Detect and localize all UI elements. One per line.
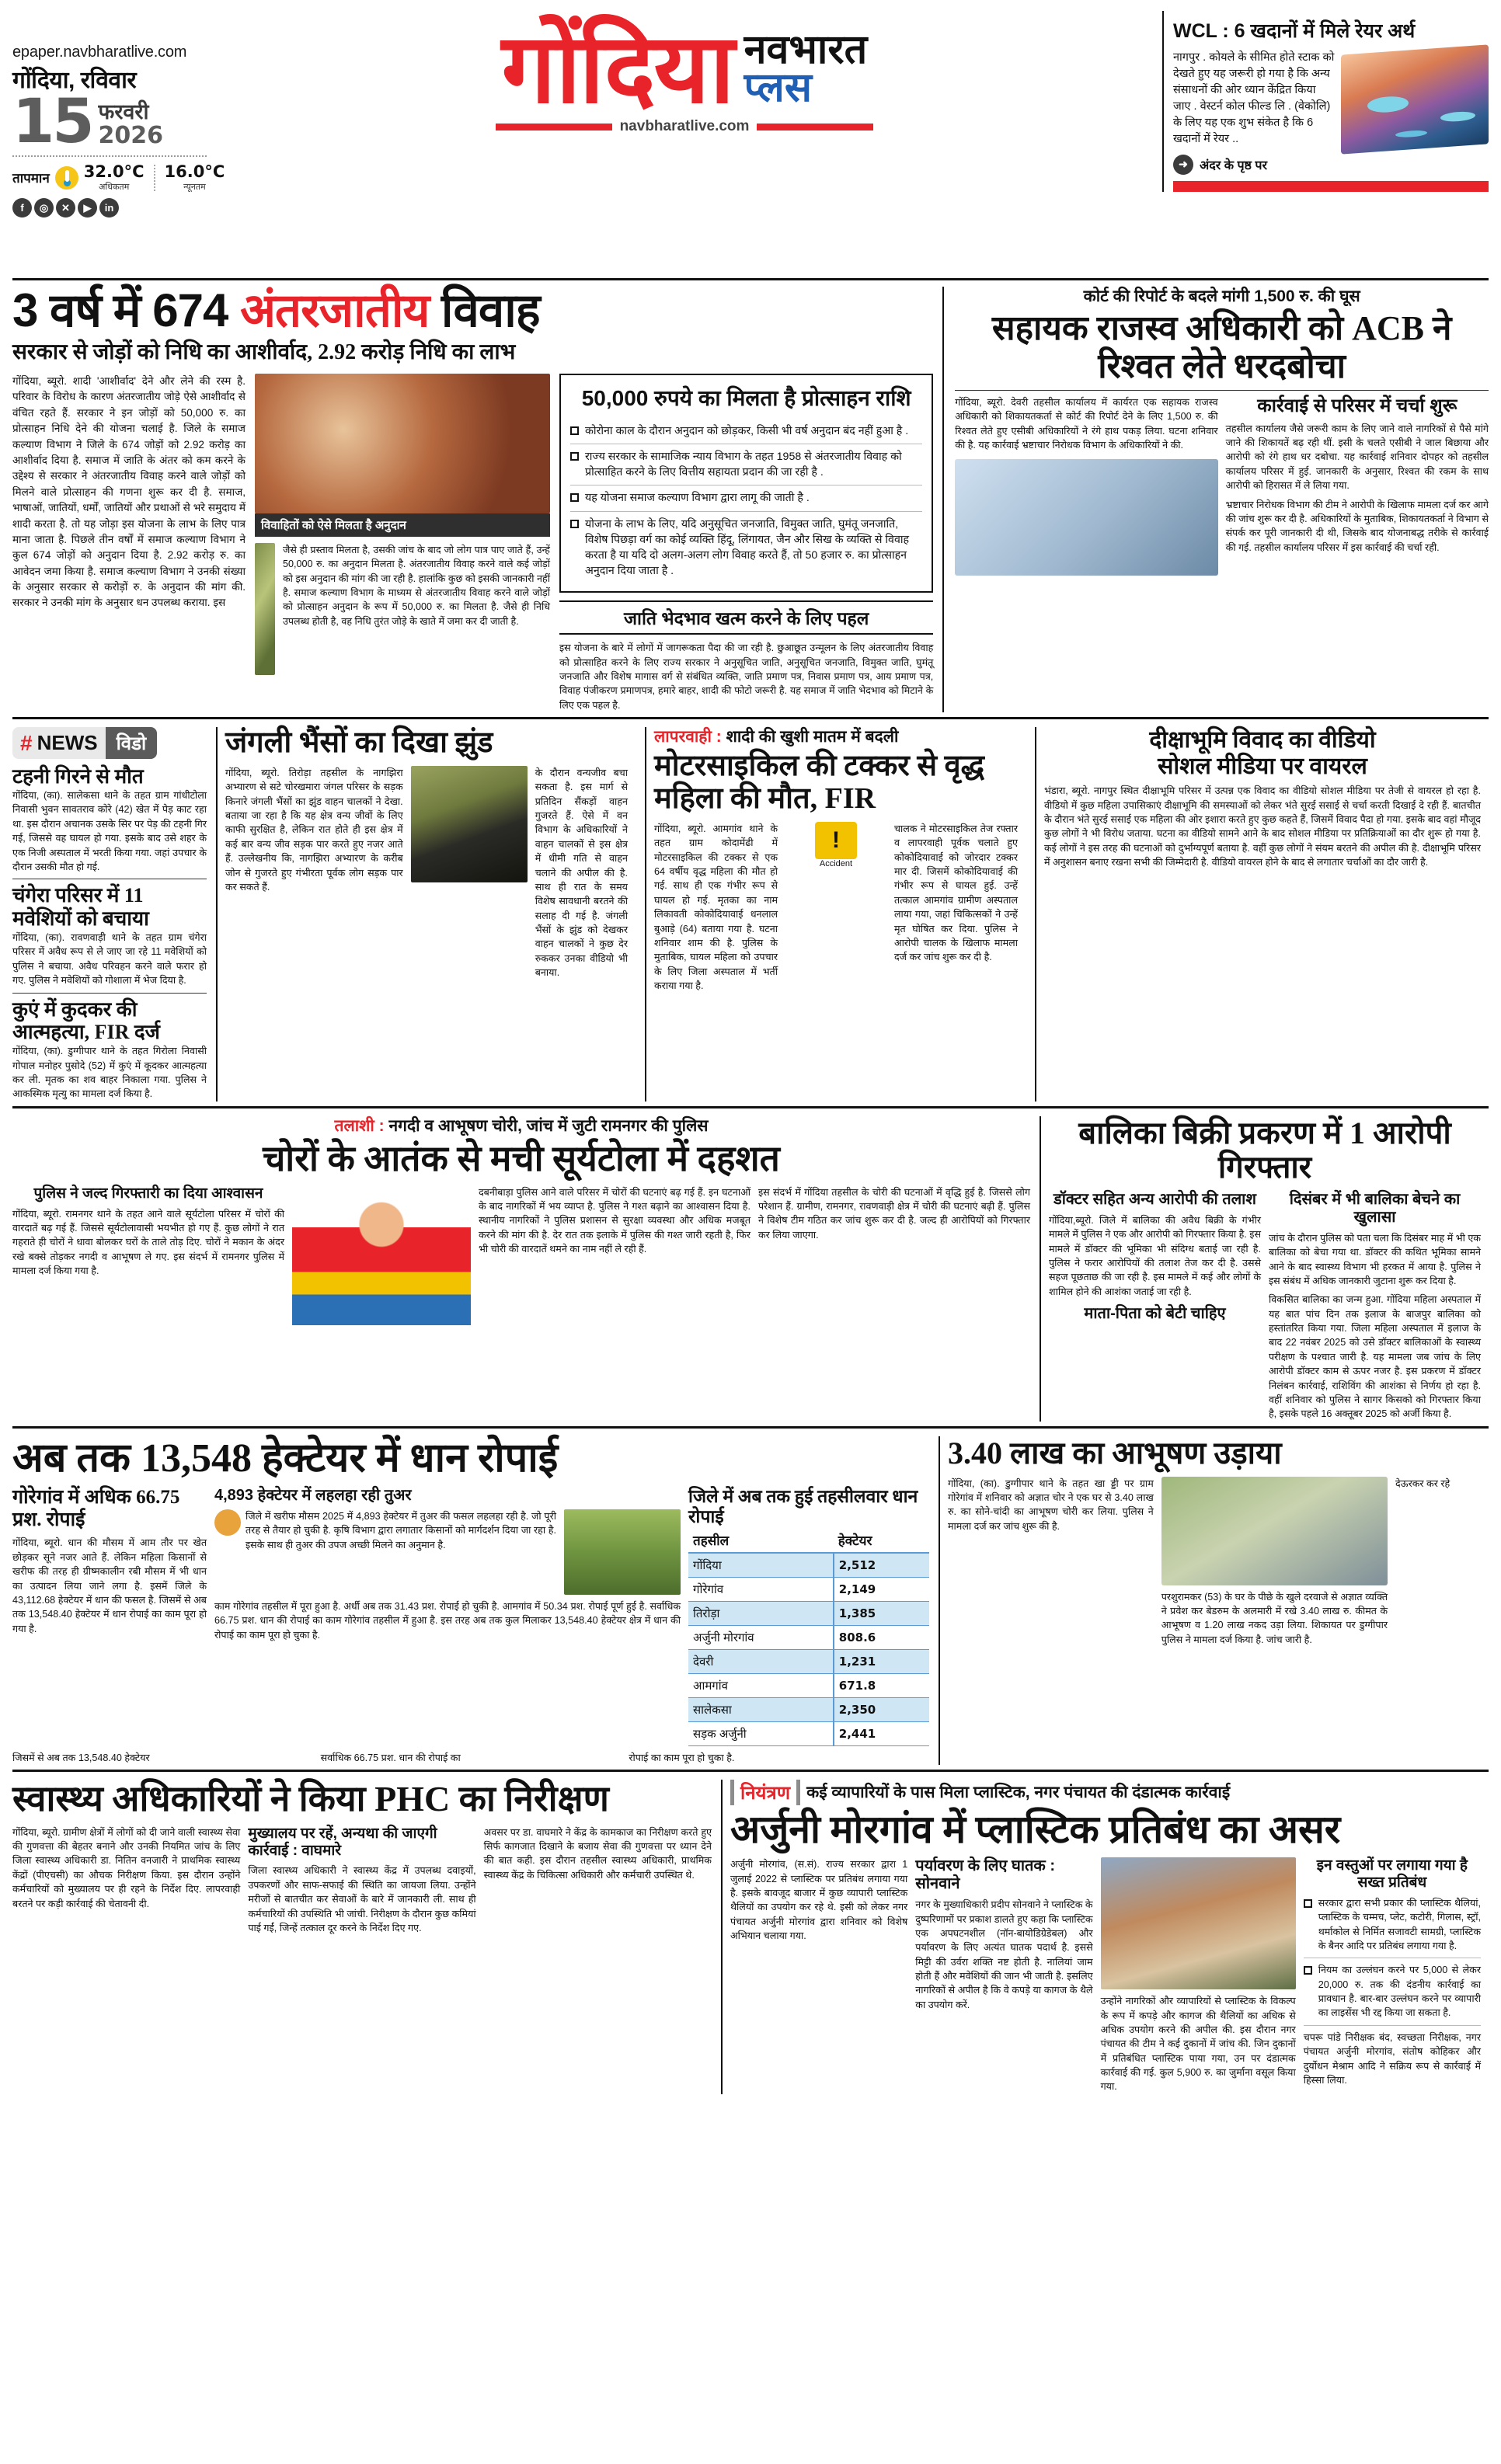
hash-icon: # — [20, 730, 33, 755]
plastic-box-item — [1304, 1892, 1481, 1959]
paddy-footer-3: रोपाई का काम पूरा हो चुका है. — [629, 1752, 735, 1763]
lead-column-1 — [12, 374, 246, 712]
burglar-cartoon-illustration — [1161, 1477, 1388, 1585]
paddy-headline: अब तक 13,548 हेक्टेयर में धान रोपाई — [12, 1436, 559, 1481]
acb-rule — [955, 390, 1489, 391]
epaper-url[interactable]: epaper.navbharatlive.com — [12, 44, 187, 61]
fact-item — [570, 512, 922, 584]
checkbox-icon — [570, 452, 579, 461]
plastic-kicker: कई व्यापारियों के पास मिला प्लास्टिक, नगर पंचायत की दंडात्मक कार्रवाई — [806, 1783, 1231, 1801]
lead-body-2: जैसे ही प्रस्ताव मिलता है, उसकी जांच के बाद जो लोग पात्र पाए जाते हैं, उन्हें 50,000 रु. का अनुदान मिलता है. अंतरजातीय विवाह करने वाले कई जोड़ों को इस अनुदान की मांग की जा रही है. हालांकि कुछ को इसकी जानकारी नहीं है. समाज कल्याण विभाग के माध्यम से अंतरजातीय विवाह करने वाले जोड़ों को प्रोत्साहन अनुदान के रूप में 50,000 रु. का मिलता है. जैसे ही निधि उपलब्ध होती है, वह निधि तुरंत जोड़े के खाते में जमा कर दी जाती है. — [282, 544, 550, 627]
girl-case-sub-2: दिसंबर में भी बालिका बेचने का खुलासा — [1289, 1190, 1461, 1226]
diksha-kicker: दीक्षाभूमि विवाद का वीडियो — [1149, 727, 1376, 753]
acb-column-1 — [955, 395, 1217, 576]
search-body-3: इस संदर्भ में गोंदिया तहसील के चोरी की घटनाओं में वृद्धि हुई है. जिससे लोग परेशान हैं. ग्रामीण, रामनगर, रावणवाड़ी क्षेत्र में चोरी की घटनाएं बढ़ी हैं. पुलिस ने विशेष टीम गठित कर जांच शुरू कर दी है. जल्द ही आरोपियों को गिरफ्तार कर लिया जाएगा. — [758, 1186, 1030, 1241]
lead-headline-highlight: अंतरजातीय — [240, 284, 430, 336]
plastic-body-3: उन्होंने नागरिकों और व्यापारियों से प्लास्टिक के विकल्प के रूप में कपड़े और कागज की थैलियों का अधिक से अधिक उपयोग करने की अपील की. इस दौरान नगर पंचायत की टीम ने कई दुकानों में जांच की. जिन दुकानों में प्रतिबंधित प्लास्टिक पाया गया, उन पर दंडात्मक कार्रवाई की गई. कुल 5,900 रु. का जुर्माना वसूल किया गया. — [1100, 1996, 1296, 2093]
promo-headline: WCL : 6 खदानों में मिले रेयर अर्थ — [1173, 20, 1416, 42]
cell-tehsil: आमगांव — [688, 1673, 834, 1697]
search-column-3 — [758, 1185, 1030, 1325]
temperature-widget — [12, 162, 225, 193]
date-month: फरवरी — [98, 100, 149, 124]
table-row — [688, 1649, 929, 1673]
lead-headline-part2: विवाह — [429, 284, 540, 336]
date-day: 15 — [12, 87, 92, 157]
cell-hectare: 1,385 — [834, 1601, 929, 1625]
acb-illustration — [955, 459, 1217, 576]
warning-triangle-icon — [815, 822, 857, 859]
temperature-min: 16.0°C — [164, 162, 225, 182]
buffalo-story — [216, 727, 636, 1101]
masthead — [12, 11, 1489, 273]
paddy-table — [688, 1528, 929, 1746]
red-accent-bar — [1173, 181, 1489, 192]
fact-text: कोरोना काल के दौरान अनुदान को छोड़कर, किसी भी वर्ष अनुदान बंद नहीं हुआ है . — [585, 424, 909, 437]
checkbox-icon — [570, 426, 579, 435]
paddy-footer-1: जिसमें से अब तक 13,548.40 हेक्टेयर — [12, 1752, 150, 1763]
news-video-badge[interactable] — [12, 727, 157, 759]
jewel-body-1: गोंदिया, (का). डुग्गीपार थाने के तहत खा ड्डी पर ग्राम गोरेगांव में शनिवार को अज्ञात चोर ने एक घर से 3.40 लाख रु. का सोने-चांदी का आभूषण चोरी कर लिया. पुलिस ने मामला दर्ज कर जांच शुरू की है. — [948, 1477, 1154, 1532]
lead-section-title: जाति भेदभाव खत्म करने के लिए पहल — [559, 600, 933, 635]
cell-hectare: 1,231 — [834, 1649, 929, 1673]
phc-column-1 — [12, 1825, 240, 1936]
brief-body-1: गोंदिया, (का). सालेकसा थाने के तहत ग्राम गांधीटोला निवासी भुवन सावतराव कोरे (42) खेत में पेड़ काट रहा था. इस दौरान अचानक उसके सिर पर पेड़ की टहनी गिर गई, जिससे वह घायल हो गया. इसके बाद उसे शहर के एक निजी अस्पताल में भरती किया गया. जहां उपचार के दौरान उसकी मौत हो गई. — [12, 790, 207, 872]
fact-box — [559, 374, 933, 593]
accident-kicker-tag: लापरवाही : — [654, 728, 722, 747]
jewel-body-3: देऊरकर कर रहे — [1395, 1477, 1451, 1489]
accident-sign-caption: Accident — [819, 858, 853, 868]
acb-body-2: तहसील कार्यालय जैसे जरूरी काम के लिए जाने वाले नागरिकों से पैसे मांगे जाने की शिकायतें बढ़ रही थीं. इसी के चलते एसीबी ने जाल बिछाया और आरोपी को रंगे हाथ धर दबोचा. यह कार्रवाई शनिवार दोपहर को तहसील कार्यालय परिसर में हुई. जानकारी के अनुसार, रिश्वत की रकम के साथ आरोपी को हिरासत में ले लिया गया. — [1225, 423, 1489, 492]
cell-hectare: 2,512 — [834, 1553, 929, 1578]
date-year: 2026 — [98, 122, 164, 150]
thief-cartoon-illustration — [292, 1185, 471, 1325]
plastic-box-title: इन वस्तुओं पर लगाया गया है सख्त प्रतिबंध — [1316, 1857, 1468, 1891]
paddy-sub-left: गोरेगांव में अधिक 66.75 प्रश. रोपाई — [12, 1486, 180, 1530]
accident-body-1: गोंदिया, ब्यूरो. आमगांव थाने के तहत ग्राम कोदामेंढी में मोटरसाइकिल की टक्कर से एक 64 वर्षीय वृद्ध महिला की मौत हो गई. साथ ही एक गंभीर रूप से घायल हो गई. मृतका का नाम लिकावती कोकोदियावाई धनलाल बुआड़े (64) बताया गया है. घटना शनिवार शाम की है. पुलिस के मुताबिक, घायल महिला को उपचार के लिए जिला अस्पताल में भर्ती कराया गया है. — [654, 823, 778, 992]
phc-story — [12, 1780, 712, 2094]
x-twitter-icon[interactable]: ✕ — [56, 198, 75, 218]
paddy-body-1: गोंदिया, ब्यूरो. धान की मौसम में आम तौर पर खेत छोड़कर सूने नजर आते हैं. लेकिन महिला किसानों से खरीफ की तरह ही ग्रीष्मकालीन रबी मौसम में भी धान का उत्पादन लिया जाने लगा है. इसमें जिले के 43,112.68 हेक्टेयर में धान की फसल है. जिसमें से अब तक 13,548.40 हेक्टेयर में धान रोपाई का काम पूरा हो गया है. — [12, 1537, 207, 1634]
phc-body-1: गोंदिया, ब्यूरो. ग्रामीण क्षेत्रों में लोगों को दी जाने वाली स्वास्थ्य सेवा की गुणवत्ता की बेहतर बनाने और उनकी नियमित जांच के लिए जिला स्वास्थ्य अधिकारी डा. नितिन वनजारी ने प्राथमिक स्वास्थ्य केंद्रों (पीएचसी) का औचक निरीक्षण किया. इस दौरान उन्होंने कर्मचारियों को मुख्यालय पर ही रहने के निर्देश दिए. लापरवाही बरतने पर कड़ी कार्रवाई की चेतावनी दी. — [12, 1826, 241, 1909]
paddy-body-2: जिले में खरीफ मौसम 2025 में 4,893 हेक्टेयर में तुअर की फसल लहलहा रही है. जो पूरी तरह से तैयार हो चुकी है. कृषि विभाग द्वारा लगातार किसानों को मार्गदर्शन दिया जा रहा है. इसके साथ ही तुअर की उपज अच्छी मिलने का अनुमान है. — [246, 1510, 556, 1550]
date-block — [12, 87, 207, 157]
photo-caption-bar: विवाहितों को ऐसे मिलता है अनुदान — [255, 513, 550, 537]
logo-rule-left — [496, 124, 612, 131]
cell-tehsil: सड़क अर्जुनी — [688, 1721, 834, 1745]
plastic-story — [721, 1780, 1489, 2094]
temperature-label: तापमान — [12, 171, 50, 186]
plastic-headline: अर्जुनी मोरगांव में प्लास्टिक प्रतिबंध का असर — [730, 1808, 1341, 1852]
promo-inside-link[interactable] — [1173, 155, 1489, 175]
phc-body-2: जिला स्वास्थ्य अधिकारी ने स्वास्थ्य केंद्र में उपलब्ध दवाइयों, उपकरणों और साफ-सफाई की स्थिति का जायजा लिया. उन्होंने मरीजों से बातचीत कर सेवाओं के बारे में जानकारी ली. साथ ही कर्मचारियों की उपस्थिति भी जांची. निरीक्षण के दौरान कुछ कमियां पाई गईं, जिन्हें तत्काल दूर करने के निर्देश दिए गए. — [248, 1865, 476, 1933]
fact-text: राज्य सरकार के सामाजिक न्याय विभाग के तहत 1958 से अंतरजातीय विवाह को प्रोत्साहित करने के लिए वित्तीय सहायता प्रदान की जा रही है . — [585, 451, 902, 479]
table-header-hectare: हेक्टेयर — [834, 1528, 929, 1553]
jewel-column-3 — [1395, 1477, 1481, 1648]
briefs-column — [12, 727, 207, 1101]
jewel-body-2: परशुरामकर (53) के घर के पीछे के खुले दरवाजे से अज्ञात व्यक्ति ने प्रवेश कर बेडरुम के अलमारी में रखे 3.40 लाख रु. कीमत के आभूषण व 1.20 लाख नकद उड़ा लिया. शिकायत पर डुग्गीपार पुलिस ने मामला दर्ज किया है. जांच जारी है. — [1161, 1591, 1388, 1645]
logo-rule-right — [757, 124, 873, 131]
buffalo-photo-wrap — [411, 766, 528, 980]
promo-box[interactable] — [1162, 11, 1489, 192]
fourth-band-rule — [12, 1770, 1489, 1772]
news-label: NEWS — [37, 731, 98, 755]
acb-column-2 — [1226, 395, 1489, 576]
accident-column-1 — [654, 822, 778, 994]
phc-sub: मुख्यालय पर रहें, अन्यथा की जाएगी कार्रवाई : वाघमारे — [248, 1825, 437, 1859]
jewel-story — [939, 1436, 1489, 1765]
lead-body-1: गोंदिया, ब्यूरो. शादी 'आशीर्वाद' देने और लेने की रस्म है. परिवार के विरोध के कारण अंतरजातीय जोड़े ऐसे आशीर्वाद से वंचित रहते हैं. सरकार ने इन जोड़ों को 50,000 रु. का प्रोत्साहन निधि देने की योजना चलाई है. जिले के समाज कल्याण विभाग ने जिले के 674 जोड़ों को 2.92 करोड़ का आशीर्वाद दिया है. समाज में जाति के अंतर को कम करने के उद्देश्य से सरकार ने अंतरजातीय विवाह करने वाले जोड़ों को मिलने वाले प्रोत्साहन की गणना शुरू कर दी है. समाज, भाषाओं, जातियों, धर्मों, जातियों और प्रथाओं से भरे समुदाय में शादी करता है. तो यह जोड़ा इस योजना के लाभ के लिए पात्र माना जाता है. पिछले तीन वर्षों में समाज कल्याण विभाग ने कुल 674 जोड़ों को अनुदान दिया है. 2.92 करोड़ रु. का आवेदन जमा किया है. समाज कल्याण विभाग ने उनकी संख्या के अनुसार सरकार से करोड़ों रु. के अनुदान की मांग की. सरकार ने उनकी मांग के अनुसार धन उपलब्ध कराया. इस — [12, 374, 246, 609]
fact-text: यह योजना समाज कल्याण विभाग द्वारा लागू की जाती है . — [585, 492, 810, 505]
paddy-table-title: जिले में अब तक हुई तहसीलवार धान रोपाई — [688, 1486, 918, 1527]
fact-item — [570, 419, 922, 444]
wedding-hands-photo — [255, 374, 550, 513]
plastic-sub: पर्यावरण के लिए घातक : सोनवाने — [915, 1857, 1056, 1893]
plastic-drive-photo — [1101, 1857, 1296, 1989]
cell-hectare: 2,149 — [834, 1577, 929, 1601]
plastic-kicker-row — [730, 1780, 1230, 1805]
acb-body-1: गोंदिया, ब्यूरो. देवरी तहसील कार्यालय में कार्यरत एक सहायक राजस्व अधिकारी को शिकायतकर्ता से कोर्ट की रिपोर्ट देने के लिए 1,500 रु. की रिश्वत लेते हुए एसीबी अधिकारियों ने रंगे हाथ पकड़ लिया. घटना शनिवार की है. यह कार्रवाई भ्रष्टाचार निरोधक विभाग के अधिकारियों ने की. — [955, 397, 1218, 451]
acb-subheadline: कार्रवाई से परिसर में चर्चा शुरू — [1257, 395, 1457, 417]
accident-kicker — [654, 727, 1018, 747]
linkedin-icon[interactable]: in — [99, 198, 119, 218]
cell-hectare: 2,350 — [834, 1697, 929, 1721]
checkbox-icon — [570, 493, 579, 502]
fact-item — [570, 485, 922, 511]
accident-body-2: चालक ने मोटरसाइकिल तेज रफ्तार व लापरवाही पूर्वक चलाते हुए कोकोदियावाई को जोरदार टक्कर मार दी. जिसमें कोकोदियावाई की गंभीर रूप से घायल हुई. उन्हें तत्काल आमगांव ग्रामीण अस्पताल लाया गया, जहां चिकित्सकों ने उन्हें मृत घोषित कर दिया. पुलिस ने आरोपी चालक के खिलाफ मामला दर्ज कर जांच शुरू कर दी है. — [894, 823, 1018, 963]
table-header-tehsil: तहसील — [688, 1528, 834, 1553]
search-kicker-text: नगदी व आभूषण चोरी, जांच में जुटी रामनगर की पुलिस — [384, 1116, 709, 1135]
plastic-tag: नियंत्रण — [730, 1780, 800, 1805]
third-band-rule — [12, 1426, 1489, 1429]
table-row — [688, 1577, 929, 1601]
cell-tehsil: गोंदिया — [688, 1553, 834, 1578]
cell-tehsil: अर्जुनी मोरगांव — [688, 1625, 834, 1649]
thermometer-icon — [55, 166, 78, 190]
lead-bottom-rule — [12, 717, 1489, 719]
acb-story — [955, 287, 1489, 712]
buffalo-body-2: के दौरान वन्यजीव बचा सकता है. इस मार्ग से प्रतिदिन सैंकड़ों वाहन गुजरते हैं. ऐसे में वन विभाग के अधिकारियों ने वाहन चालकों से इस क्षेत्र में धीमी गति से वाहन चलाने की अपील की है. साथ ही रात के समय विशेष सावधानी बरतने की सलाह दी गई है. जंगली भैंसों के झुंड को देखकर वाहन चालकों ने कुछ देर रुककर उनका वीडियो भी बनाया. — [535, 767, 628, 979]
social-links[interactable] — [12, 198, 207, 218]
buffalo-body-1: गोंदिया, ब्यूरो. तिरोड़ा तहसील के नागझिरा अभ्यारण से सटे चोरखमारा जंगल परिसर के सड़क किनारे जंगली भैंसों का झुंड वाहन चालकों ने देखा. बताया जा रहा है कि यह क्षेत्र वन्य जीवों के लिए काफी सुरक्षित है, लेकिन रात होते ही इस क्षेत्र में कई बार वन्य जीव सड़क पार करते हुए नजर आते हैं. उल्लेखनीय कि, नागझिरा अभ्यारण के करीब जोन से गुजरते हुए गंभीरता पूर्वक लोग सड़क पार कर सकते हैं. — [225, 767, 403, 893]
lead-story — [12, 284, 944, 712]
accident-headline: मोटरसाइकिल की टक्कर से वृद्ध महिला की मौत, FIR — [654, 750, 985, 816]
search-story — [12, 1116, 1030, 1422]
phc-body-3: अवसर पर डा. वाघमारे ने केंद्र के कामकाज का निरीक्षण करते हुए सिर्फ कागजात दिखाने के बजाय सेवा की गुणवत्ता पर ध्यान देने की बात कही. इस दौरान तहसील स्वास्थ्य अधिकारी, प्राथमिक स्वास्थ्य केंद्र के चिकित्सा अधिकारी और कर्मचारी उपस्थित थे. — [483, 1826, 712, 1881]
promo-body: नागपुर . कोयले के सीमित होते स्टाक को देखते हुए यह जरूरी हो गया है कि अन्य संसाधनों की ओर ध्यान केंद्रित किया जाए . वेस्टर्न कोल फील्ड लि . (वेकोलि) के लिए यह एक शुभ संकेत है कि 6 खदानों में रेयर .. — [1173, 50, 1335, 145]
logo-gondia: गोंदिया — [501, 16, 733, 123]
search-sub: पुलिस ने जल्द गिरफ्तारी का दिया आश्वासन — [33, 1185, 263, 1202]
table-row — [688, 1601, 929, 1625]
girl-case-body-1: गोंदिया,ब्यूरो. जिले में बालिका की अवैध बिक्री के गंभीर मामले में पुलिस ने एक और आरोपी को गिरफ्तार किया है. इस मामले में डॉक्टर की भूमिका भी संदिग्ध बताई जा रही है. पुलिस ने फरार आरोपियों की तलाश तेज कर दी है. उससे सहज पूछताछ की जा रही है. इस मामले में कई और लोगों के शामिल होने की आशंका जताई जा रही है. — [1049, 1214, 1261, 1297]
plastic-box-column — [1304, 1857, 1481, 2094]
divider-vertical — [154, 165, 155, 191]
currency-notes-photo — [255, 543, 275, 675]
accident-kicker-text: शादी की खुशी मातम में बदली — [721, 728, 899, 747]
lead-subheadline: सरकार से जोड़ों को निधि का आशीर्वाद, 2.92 करोड़ निधि का लाभ — [12, 340, 516, 365]
brief-title-1: टहनी गिरने से मौत — [12, 765, 144, 788]
instagram-icon[interactable]: ◎ — [34, 198, 54, 218]
paddy-field-photo — [564, 1509, 681, 1595]
accident-column-2 — [894, 822, 1018, 994]
buffalo-column-1 — [225, 766, 403, 980]
brief-divider-2 — [12, 993, 207, 994]
search-headline: चोरों के आतंक से मची सूर्यटोला में दहशत — [263, 1139, 780, 1179]
masthead-bottom-rule — [12, 278, 1489, 280]
diksha-story — [1035, 727, 1489, 1101]
paddy-column-2 — [214, 1487, 681, 1746]
accident-story — [645, 727, 1026, 1101]
checkbox-icon — [1304, 1966, 1312, 1975]
accident-sign-wrap — [785, 822, 886, 994]
city-and-day: गोंदिया, रविवार — [12, 68, 137, 93]
wild-buffalo-photo — [411, 766, 528, 882]
site-url[interactable]: navbharatlive.com — [619, 118, 750, 135]
search-body-2: दबनीबाड़ा पुलिस आने वाले परिसर में चोरों की घटनाएं बढ़ गई हैं. इन घटनाओं के बाद नागरिकों में भय व्याप्त है. पुलिस ने गश्त बढ़ाने का आश्वासन दिया है. स्थानीय नागरिकों ने पुलिस प्रशासन से सुरक्षा व्यवस्था और अधिक मजबूत करने की मांग की है. देर रात तक इलाके में पुलिस की गश्त जारी रहती है, फिर भी चोरी की वारदातें थमने का नाम नहीं ले रही हैं. — [479, 1186, 750, 1255]
promo-mine-photo — [1341, 44, 1489, 154]
plastic-column-2 — [915, 1857, 1092, 2094]
girl-case-column-2 — [1269, 1191, 1481, 1422]
paddy-sub-mid: 4,893 हेक्टेयर में लहलहा रही तुअर — [214, 1486, 412, 1504]
brief-title-2: चंगेरा परिसर में 11 मवेशियों को बचाया — [12, 884, 149, 931]
plastic-body-2: नगर के मुख्याधिकारी प्रदीप सोनवाने ने प्लास्टिक के दुष्परिणामों पर प्रकाश डालते हुए कहा कि प्लास्टिक एक अपघटनशील (नॉन-बायोडिग्रेडेबल) और पर्यावरण के लिए अत्यंत घातक पदार्थ है. इससे मिट्टी की उर्वरा शक्ति नष्ट होती है. नालियां जाम होती हैं और मवेशियों की जान भी जाती है. इसलिए नागरिकों से अपील है कि वे कपड़े या कागज के थैले का उपयोग करें. — [915, 1899, 1093, 2010]
facebook-icon[interactable]: f — [12, 198, 32, 218]
buffalo-column-2 — [535, 766, 628, 980]
masthead-left — [12, 11, 225, 218]
logo-plus: प्लस — [744, 65, 812, 111]
plastic-box-text: सरकार द्वारा सभी प्रकार की प्लास्टिक थैलियां, प्लास्टिक के चम्मच, प्लेट, कटोरी, गिलास, स्ट्रॉ, थर्माकोल से निर्मित सजावटी सामग्री, प्लास्टिक के बैनर आदि पर प्रतिबंध लगाया गया है. — [1318, 1897, 1482, 1951]
brief-body-3: गोंदिया, (का). डुग्गीपार थाने के तहत गिरोला निवासी गोपाल मनोहर पुसोदे (52) में कुएं में कूदकर आत्महत्या कर ली. मृतक का शव बाहर निकाला गया. पुलिस ने आकस्मिक मृत्यु का मामला दर्ज किया है. — [12, 1046, 207, 1100]
paddy-column-1 — [12, 1487, 207, 1746]
girl-case-body-3: विकसित बालिका का जन्म हुआ. गोंदिया महिला अस्पताल में यह बात पांच दिन तक इलाज के बाजपुर बालिका को हस्तांतरित किया गया. जिला महिला अस्पताल में इलाज के बाद 22 नवंबर 2025 को उसे डॉक्टर बालिकाओं के स्वास्थ्य परीक्षण के पश्चात जारी है. यह मामला जब जांच के लिए आरोपी डॉक्टर काम से ऊपर नजर है. इस प्रकरण में डॉक्टर निलंबन कार्रवाई, राशिविंग की आशंका से निर्णय हो रहा है. वहीं शनिवार को पुलिस ने सागर किसको को गिरफ्तार किया है, इसके पहले 16 अक्तूबर 2025 को अर्जी किया है. — [1269, 1294, 1481, 1420]
fact-item — [570, 444, 922, 485]
jewel-headline: 3.40 लाख का आभूषण उड़ाया — [948, 1435, 1282, 1470]
jewel-column-2 — [1161, 1477, 1388, 1648]
girl-case-column-1 — [1049, 1191, 1261, 1422]
table-row — [688, 1625, 929, 1649]
acb-body-3: भ्रष्टाचार निरोधक विभाग की टीम ने आरोपी के खिलाफ मामला दर्ज कर आगे की जांच शुरू कर दी है. अधिकारियों के मुताबिक, शिकायतकर्ता ने विभाग से संपर्क कर पूरी जानकारी दी थी, जिसके बाद योजनाबद्ध तरीके से कार्रवाई की गई. तहसील कार्यालय परिसर में इस कार्रवाई की चर्चा रही. — [1225, 499, 1489, 553]
cell-hectare: 2,441 — [834, 1721, 929, 1745]
diksha-body: भंडारा, ब्यूरो. नागपुर स्थित दीक्षाभूमि परिसर में उत्पन्न एक विवाद का वीडियो सोशल मीडिया पर तेजी से वायरल हो रहा है. वीडियो में कुछ महिला उपासिकाएं दीक्षाभूमि की समस्याओं को लेकर भंते सुरई ससाई से चर्चा करती दिखाई दे रही हैं. बातचीत के दौरान भंते सुरई ससाई एक महिला की ओर इशारा करते हुए कुछ कहते हैं, जिसमें विवाद पैदा हो गया. इसके बाद वहां मौजूद कुछ लोगों ने भी विरोध जताया. घटना का वीडियो सामने आने के बाद सोशल मीडिया पर प्रतिक्रियाओं का दौर शुरू हो गया है. कई लोगों ने इस तरह की घटनाओं को दुर्भाग्यपूर्ण बताया है. वहीं कुछ लोगों ने संयम बरतने की अपील की है. दीक्षाभूमि परिसर में अनुशासन बनाए रखना सभी की जिम्मेदारी है. वीडियो वायरल होने के बाद से लगातार चर्चाओं का दौर जारी है. — [1044, 785, 1481, 868]
third-band — [12, 1116, 1489, 1422]
cell-tehsil: देवरी — [688, 1649, 834, 1673]
temperature-max: 32.0°C — [83, 162, 145, 182]
girl-case-story — [1040, 1116, 1489, 1422]
plastic-body-1: अर्जुनी मोरगांव, (स.सं). राज्य सरकार द्वारा 1 जुलाई 2022 से प्लास्टिक पर प्रतिबंध लगाया गया है. इसके बावजूद बाजार में कुछ व्यापारी प्लास्टिक थैलियों का उपयोग कर रहे थे. इसी को लेकर नगर पंचायत अर्जुनी मोरगांव द्वारा शनिवार को विशेष अभियान चलाया गया. — [730, 1859, 908, 1941]
cell-tehsil: तिरोड़ा — [688, 1601, 834, 1625]
promo-inside-label: अंदर के पृष्ठ पर — [1200, 158, 1268, 172]
acb-headline: सहायक राजस्व अधिकारी को ACB ने रिश्वत लेते धरदबोचा — [991, 309, 1452, 385]
thief-illustration-wrap — [292, 1185, 471, 1325]
search-column-2 — [479, 1185, 750, 1325]
youtube-icon[interactable]: ▶ — [78, 198, 97, 218]
fact-text: योजना के लाभ के लिए, यदि अनुसूचित जनजाति, विमुक्त जाति, घुमंतू जनजाति, विशेष पिछड़ा वर्ग का कोई व्यक्ति हिंदू, लिंगायत, जैन और सिख के व्यक्ति से विवाह करता है या यदि दो अलग-अलग लोग विवाह करते हैं, तो 50 हजार रु. का प्रोत्साहन अनुदान दिया जाता है . — [585, 517, 910, 578]
paddy-tuar-text — [214, 1509, 556, 1595]
table-row — [688, 1673, 929, 1697]
paddy-story — [12, 1436, 929, 1765]
paddy-table-block — [688, 1487, 929, 1746]
cell-tehsil: सालेकसा — [688, 1697, 834, 1721]
girl-case-headline: बालिका बिक्री प्रकरण में 1 आरोपी गिरफ्तार — [1078, 1115, 1451, 1185]
arrow-icon: ➜ — [1173, 155, 1193, 175]
cell-hectare: 808.6 — [834, 1625, 929, 1649]
jewel-column-1 — [948, 1477, 1154, 1648]
table-row — [688, 1553, 929, 1578]
checkbox-icon — [1304, 1899, 1312, 1908]
girl-case-sub-1: डॉक्टर सहित अन्य आरोपी की तलाश — [1053, 1190, 1256, 1208]
plastic-column-1 — [730, 1857, 907, 2094]
search-body-1: गोंदिया, ब्यूरो. रामनगर थाने के तहत आने वाले सूर्यटोला परिसर में चोरों की वारदातें बढ़ गई हैं. जिससे सूर्यटोलावासी भयभीत हो गए हैं. कुछ लोगों ने रात गहराते ही चोरों ने धावा बोलकर घरों के ताले तोड़ दिए. चोरों ने मकान के अंदर रखे बक्से तोड़कर नगदी व आभूषण ले गए. इस संदर्भ में रामनगर पुलिस में मामला दर्ज किया गया है. — [12, 1208, 284, 1276]
phc-column-3 — [484, 1825, 712, 1936]
paddy-footer-2: सर्वाधिक 66.75 प्रश. धान की रोपाई का — [320, 1752, 461, 1763]
lead-body-3: इस योजना के बारे में लोगों में जागरूकता पैदा की जा रही है. छुआछूत उन्मूलन के लिए अंतरजातीय विवाह को प्रोत्साहित करने के लिए राज्य सरकार ने अनुसूचित जाति, अनुसूचित जनजाति, विमुक्त जाति, घुमंतू जनजाति और विशेष मागास वर्ग से संबंधित व्यक्ति, जाति प्रमाण पत्र, निवास प्रमाण पत्र, आय प्रमाण पत्र, विवाह पंजीकरण प्रमाणपत्र, हमारे बाहर, शादी की फोटो जरूरी है. यह समाज में जाति भेदभाव को मिटाने के लिए एक पहल है. — [559, 642, 934, 711]
plastic-box-text: नियम का उल्लंघन करने पर 5,000 से लेकर 20,000 रु. तक की दंडनीय कार्रवाई का प्रावधान है. बार-बार उल्लंघन करने पर व्यापारी का लाइसेंस भी रद्द किया जा सकता है. — [1318, 1965, 1482, 2019]
girl-case-sub-3: माता-पिता को बेटी चाहिए — [1084, 1305, 1226, 1323]
girl-case-body-2: जांच के दौरान पुलिस को पता चला कि दिसंबर माह में भी एक बालिका को बेचा गया था. डॉक्टर की कथित भूमिका सामने आने के बाद स्वास्थ्य विभाग भी हरकत में आया है. पुलिस ने इस संबंध में अधिक जानकारी जुटाना शुरू कर दिया है. — [1269, 1232, 1481, 1286]
search-column-1 — [12, 1185, 284, 1325]
logo-navbharat: नवभारत — [744, 26, 868, 72]
second-band-rule — [12, 1106, 1489, 1108]
lead-column-3 — [559, 374, 933, 712]
temperature-max-label: अधिकतम — [98, 183, 130, 193]
video-label[interactable]: विडो — [106, 727, 158, 759]
plastic-column-3 — [1101, 1857, 1296, 2094]
plastic-box-item — [1304, 1958, 1481, 2026]
brief-title-3: कुएं में कुदकर की आत्महत्या, FIR दर्ज — [12, 997, 160, 1044]
buffalo-headline: जंगली भैंसों का दिखा झुंड — [225, 726, 493, 760]
second-band — [12, 727, 1489, 1101]
checkbox-icon — [570, 520, 579, 528]
search-kicker-tag: तलाशी : — [334, 1116, 385, 1135]
lead-band — [12, 284, 1489, 712]
fact-box-title: 50,000 रुपये का मिलता है प्रोत्साहन राशि — [581, 385, 911, 410]
cell-hectare: 671.8 — [834, 1673, 929, 1697]
temperature-min-label: न्यूनतम — [183, 183, 206, 193]
table-header-row — [688, 1528, 929, 1553]
search-kicker — [12, 1116, 1030, 1136]
paddy-body-3: काम गोरेगांव तहसील में पूरा हुआ है. अर्धी अब तक 31.43 प्रश. रोपाई हो चुकी है. आमगांव में 50.34 प्रश. रोपाई पूर्ण हुई है. सर्वाधिक 66.75 प्रश. धान की रोपाई का काम गोरेगांव तहसील में हुआ है. इस तरह अब तक कुल मिलाकर 13,548.40 हेक्टेयर क्षेत्र में धान की रोपाई का काम पूरा हो चुका है. — [214, 1600, 681, 1641]
cell-tehsil: गोरेगांव — [688, 1577, 834, 1601]
brief-body-2: गोंदिया, (का). रावणवाड़ी थाने के तहत ग्राम चंगेरा परिसर में अवैध रूप से ले जाए जा रहे 11 मवेशियों को पुलिस ने बचाया. अवैध परिवहन करने वाले फरार हो गए. पुलिस ने मवेशियों को गोशाला में भेज दिया है. — [12, 932, 207, 987]
lead-column-2 — [255, 374, 550, 712]
diksha-headline: सोशल मीडिया पर वायरल — [1158, 753, 1367, 779]
table-row — [688, 1721, 929, 1745]
acb-kicker: कोर्ट की रिपोर्ट के बदले मांगी 1,500 रु. की घूस — [1083, 287, 1360, 305]
table-row — [688, 1697, 929, 1721]
phc-column-2 — [248, 1825, 475, 1936]
grain-icon — [214, 1509, 241, 1536]
fifth-band — [12, 1780, 1489, 2094]
lead-headline — [12, 284, 933, 336]
fourth-band — [12, 1436, 1489, 1765]
phc-headline: स्वास्थ्य अधिकारियों ने किया PHC का निरीक्षण — [12, 1779, 609, 1819]
masthead-logo — [214, 11, 1154, 135]
plastic-box-footer: चपरू पांडे निरीक्षक बंद, स्वच्छता निरीक्षक, नगर पंचायत अर्जुनी मोरगांव, संतोष कोहिकर और दुर्योधन मेश्राम आदि ने सक्रिय रूप से कार्रवाई में हिस्सा लिया. — [1303, 2031, 1482, 2086]
lead-headline-part1: 3 वर्ष में 674 — [12, 284, 241, 336]
